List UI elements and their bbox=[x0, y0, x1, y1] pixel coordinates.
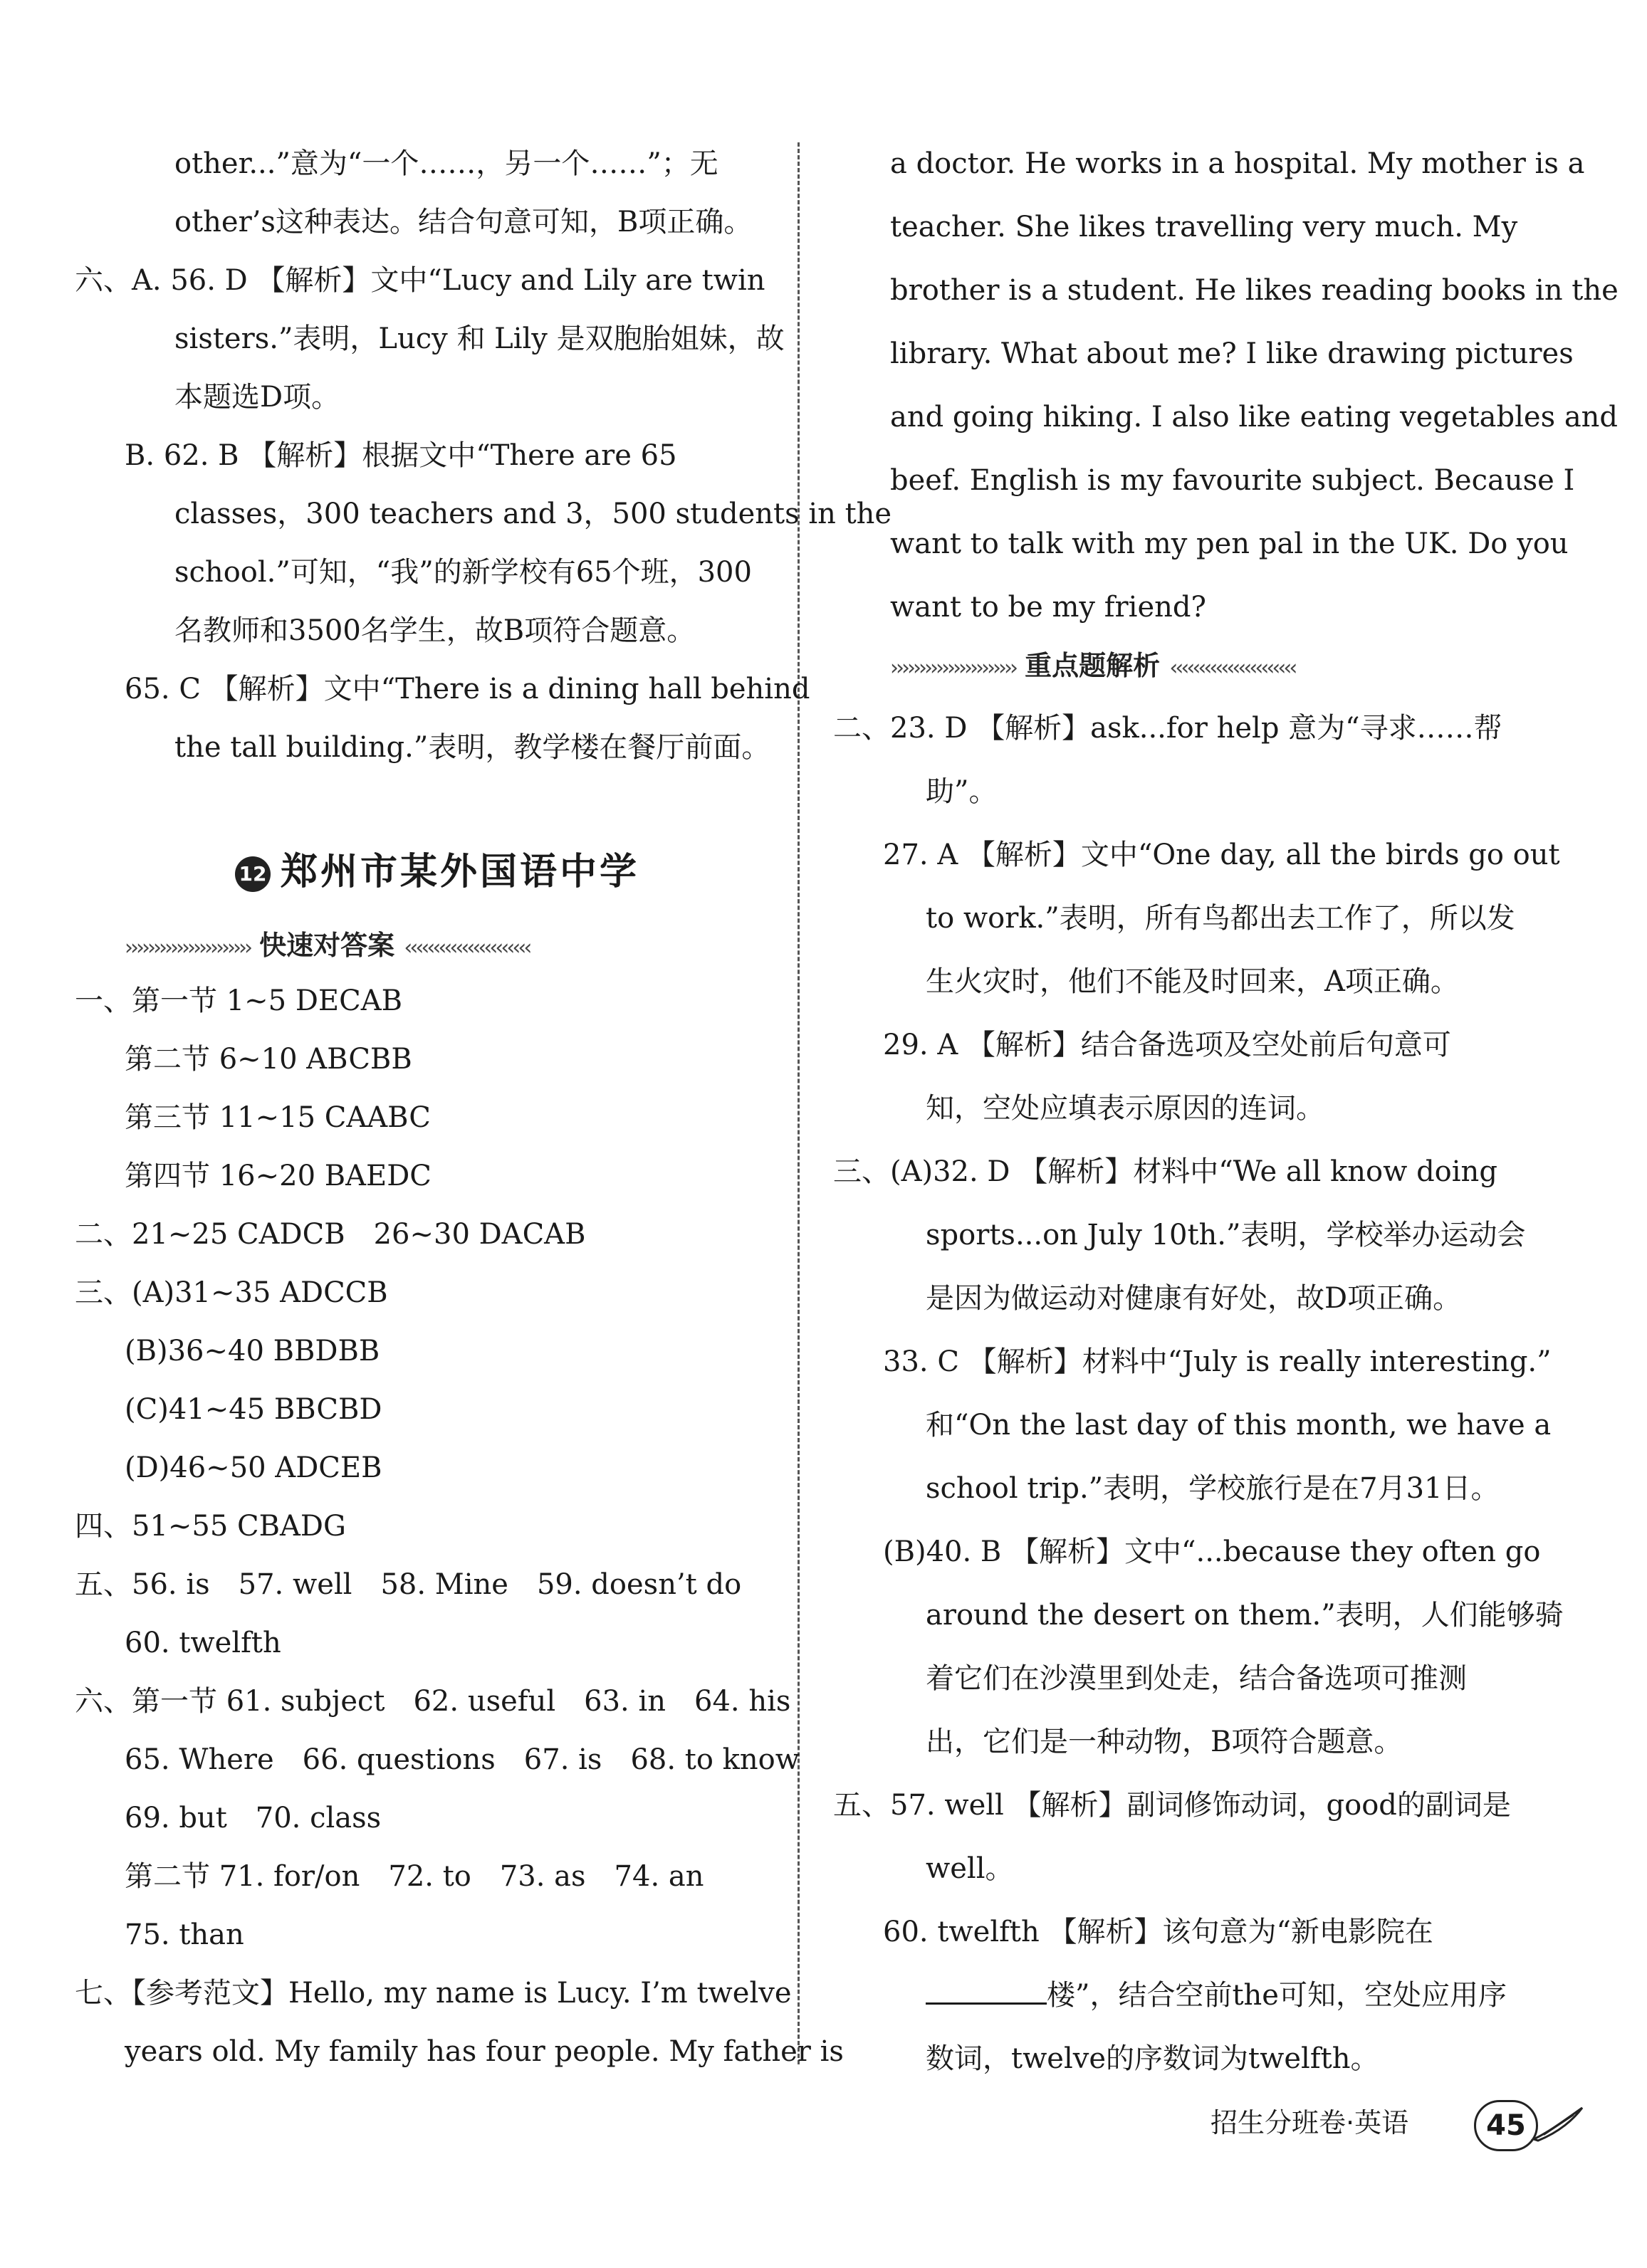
analysis-line: 27. A 【解析】文中“One day, all the birds go out bbox=[883, 839, 1560, 871]
school-name: 郑州市某外国语中学 bbox=[281, 851, 640, 893]
analysis-line: 着它们在沙漠里到处走，结合备选项可推测 bbox=[926, 1662, 1467, 1695]
analysis-line: 数词，twelve的序数词为twelfth。 bbox=[926, 2042, 1379, 2075]
text-line: sisters.”表明，Lucy 和 Lily 是双胞胎姐妹，故 bbox=[174, 322, 785, 355]
essay-line: want to talk with my pen pal in the UK. Do you bbox=[890, 527, 1569, 560]
section-number-badge: 12 bbox=[235, 856, 271, 892]
answer-line: 60. twelfth bbox=[125, 1627, 281, 1659]
answer-line: 第三节 11~15 CAABC bbox=[125, 1101, 431, 1134]
essay-line: 七、【参考范文】Hello, my name is Lucy. I’m twelve bbox=[75, 1977, 792, 2010]
quill-icon bbox=[1531, 2104, 1588, 2146]
text-line: classes，300 teachers and 3，500 students in the bbox=[174, 498, 892, 530]
essay-line: and going hiking. I also like eating vegetables and bbox=[890, 401, 1619, 434]
analysis-line: 60. twelfth 【解析】该句意为“新电影院在 bbox=[883, 1916, 1433, 1948]
page-number: 45 bbox=[1474, 2100, 1538, 2151]
answer-line: 第四节 16~20 BAEDC bbox=[125, 1160, 432, 1192]
chevron-right-decoration: ›››››››››››››››››››››› bbox=[890, 656, 1015, 681]
analysis-line: school trip.”表明，学校旅行是在7月31日。 bbox=[926, 1472, 1500, 1505]
essay-line: library. What about me? I like drawing pictures bbox=[890, 337, 1574, 370]
answer-line: 五、56. is 57. well 58. Mine 59. doesn’t do bbox=[75, 1568, 742, 1601]
banner-label: 重点题解析 bbox=[1025, 650, 1161, 681]
text-line: 名教师和3500名学生，故B项符合题意。 bbox=[174, 614, 696, 647]
analysis-line: 三、(A)32. D 【解析】材料中“We all know doing bbox=[833, 1155, 1497, 1188]
answer-line: (D)46~50 ADCEB bbox=[125, 1451, 382, 1484]
text-line: school.”可知，“我”的新学校有65个班，300 bbox=[174, 556, 752, 589]
answer-line: 三、(A)31~35 ADCCB bbox=[75, 1276, 388, 1309]
essay-line: teacher. She likes travelling very much. My bbox=[890, 211, 1518, 243]
analysis-line: well。 bbox=[926, 1852, 1014, 1885]
banner-key-analysis bbox=[890, 644, 1295, 687]
text-line: 本题选D项。 bbox=[174, 381, 340, 414]
analysis-line: (B)40. B 【解析】文中“...because they often go bbox=[883, 1535, 1541, 1568]
analysis-line: sports...on July 10th.”表明，学校举办运动会 bbox=[926, 1219, 1526, 1251]
analysis-line: 二、23. D 【解析】ask...for help 意为“寻求……帮 bbox=[833, 712, 1502, 745]
analysis-line: to work.”表明，所有鸟都出去工作了，所以发 bbox=[926, 902, 1515, 935]
answer-line: B. 62. B 【解析】根据文中“There are 65 bbox=[125, 439, 677, 472]
essay-line: want to be my friend? bbox=[890, 591, 1206, 624]
essay-line: brother is a student. He likes reading books in the bbox=[890, 274, 1619, 307]
analysis-line: 助”。 bbox=[926, 775, 998, 808]
banner-label: 快速对答案 bbox=[259, 930, 395, 961]
answer-line: (C)41~45 BBCBD bbox=[125, 1393, 382, 1426]
chevron-left-decoration: ‹‹‹‹‹‹‹‹‹‹‹‹‹‹‹‹‹‹‹‹‹‹ bbox=[404, 935, 530, 960]
answer-line: (B)36~40 BBDBB bbox=[125, 1335, 380, 1367]
banner-quick-answers bbox=[125, 924, 529, 967]
chevron-left-decoration: ‹‹‹‹‹‹‹‹‹‹‹‹‹‹‹‹‹‹‹‹‹‹ bbox=[1169, 656, 1295, 681]
answer-line: 第二节 6~10 ABCBB bbox=[125, 1043, 412, 1076]
analysis-line: 和“On the last day of this month, we have a bbox=[926, 1409, 1552, 1442]
essay-line: beef. English is my favourite subject. Because I bbox=[890, 464, 1575, 497]
essay-line: years old. My family has four people. My father is bbox=[125, 2035, 844, 2068]
section-title bbox=[235, 844, 639, 901]
answer-line: 75. than bbox=[125, 1918, 244, 1951]
analysis-line: 知，空处应填表示原因的连词。 bbox=[926, 1092, 1324, 1125]
answer-line: 一、第一节 1~5 DECAB bbox=[75, 985, 402, 1017]
analysis-line bbox=[926, 1974, 1507, 2017]
analysis-line: 生火灾时，他们不能及时回来，A项正确。 bbox=[926, 965, 1459, 998]
answer-line: 四、51~55 CBADG bbox=[75, 1510, 346, 1543]
text-line: other’s这种表达。结合句意可知，B项正确。 bbox=[174, 206, 753, 238]
answer-line: 二、21~25 CADCB 26~30 DACAB bbox=[75, 1218, 586, 1251]
answer-line: 65. C 【解析】文中“There is a dining hall behind bbox=[125, 673, 810, 705]
analysis-line: around the desert on them.”表明，人们能够骑 bbox=[926, 1599, 1564, 1632]
analysis-text: 楼”，结合空前the可知，空处应用序 bbox=[1047, 1979, 1507, 2012]
text-line: the tall building.”表明，教学楼在餐厅前面。 bbox=[174, 731, 770, 764]
analysis-line: 五、57. well 【解析】副词修饰动词，good的副词是 bbox=[833, 1789, 1511, 1822]
answer-line: 69. but 70. class bbox=[125, 1802, 382, 1834]
text-line: other...”意为“一个……，另一个……”；无 bbox=[174, 147, 718, 180]
answer-line: 65. Where 66. questions 67. is 68. to know bbox=[125, 1743, 800, 1776]
answer-line: 六、第一节 61. subject 62. useful 63. in 64. his bbox=[75, 1685, 791, 1718]
essay-line: a doctor. He works in a hospital. My mother is a bbox=[890, 147, 1585, 180]
answer-line: 第二节 71. for/on 72. to 73. as 74. an bbox=[125, 1860, 704, 1893]
chevron-right-decoration: ›››››››››››››››››››››› bbox=[125, 935, 250, 960]
analysis-line: 出，它们是一种动物，B项符合题意。 bbox=[926, 1726, 1403, 1758]
book-title: 招生分班卷·英语 bbox=[1211, 2107, 1409, 2138]
analysis-line: 29. A 【解析】结合备选项及空处前后句意可 bbox=[883, 1029, 1451, 1061]
fill-in-blank bbox=[926, 1974, 1047, 2005]
analysis-line: 是因为做运动对健康有好处，故D项正确。 bbox=[926, 1282, 1462, 1315]
analysis-line: 33. C 【解析】材料中“July is really interesting.” bbox=[883, 1345, 1552, 1378]
answer-line: 六、A. 56. D 【解析】文中“Lucy and Lily are twin bbox=[75, 264, 765, 297]
